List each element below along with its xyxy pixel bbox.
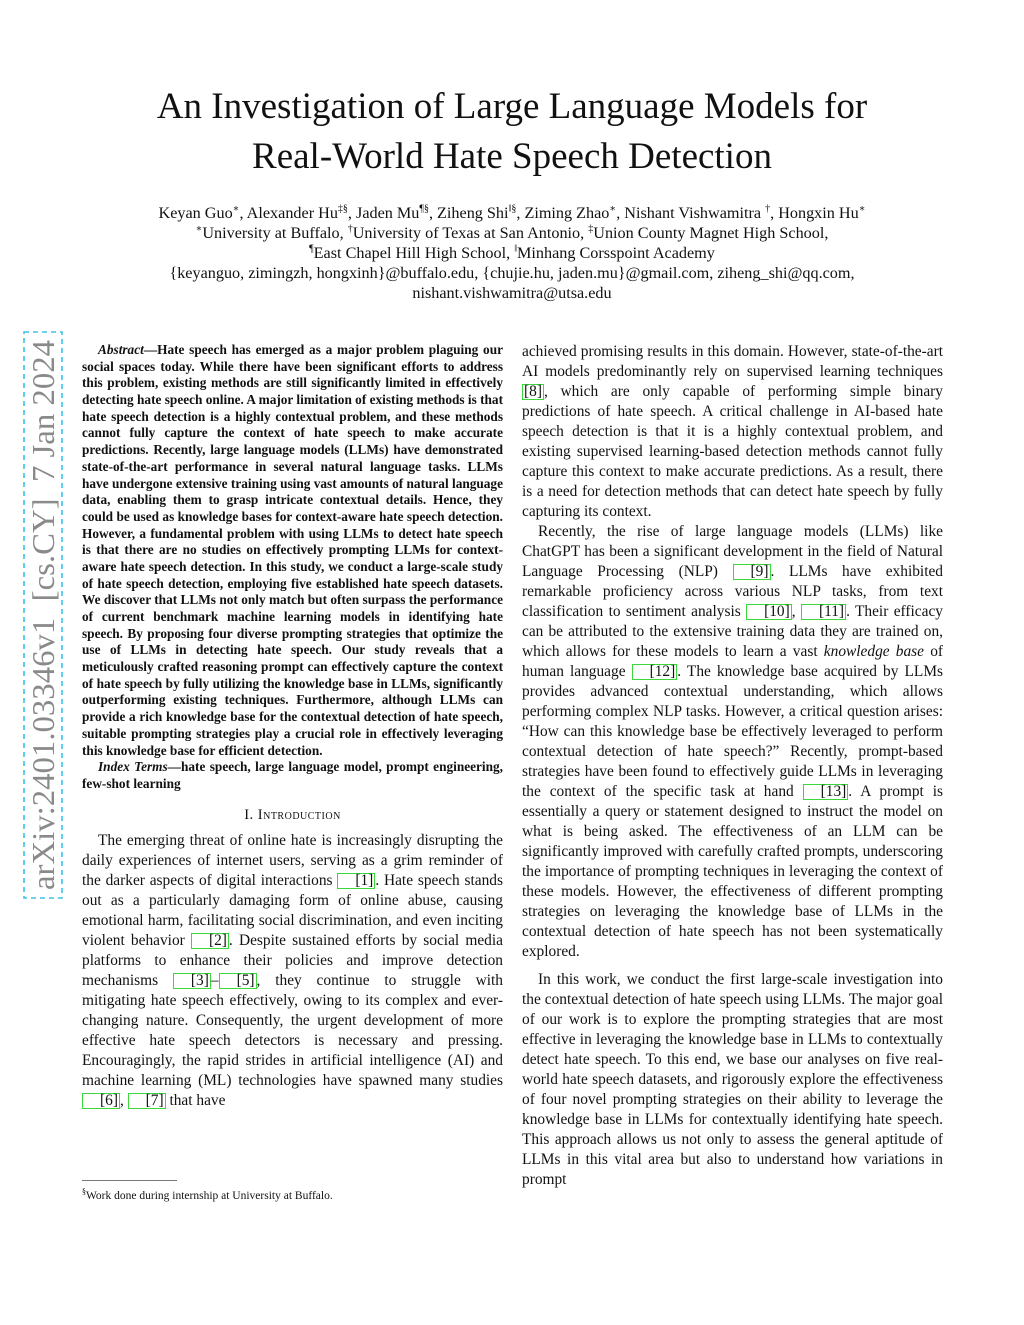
paragraph-text: , which are only capable of performing simple binary predictions of hate speech. A critical challenge in AI-based hate speech detection is that it is a highly contextual problem, and existing supervised learning-based detection methods cannot fully capture this context to make accurate predictions. As a result, there is a need for detection methods that can detect hate speech by fully capturing its context. <box>522 383 943 520</box>
author-names: Keyan Guo∗, Alexander Hu‡§, Jaden Mu¶§, Ziheng Shi‖§, Ziming Zhao∗, Nishant Vishwamitra †, Hongxin Hu∗ <box>158 203 866 222</box>
intro-paragraph-1-continued <box>522 342 943 522</box>
footnote-mark: § <box>82 1187 86 1196</box>
author-name: Hongxin Hu <box>778 204 859 222</box>
author-mark: ∗ <box>858 203 866 215</box>
citation-link[interactable]: [12] <box>632 664 678 680</box>
abstract-text: —Hate speech has emerged as a major problem plaguing our social spaces today. While there have been significant efforts to address this problem, existing methods are still significantly limited in effectively detecting hate speech online. A major limitation of existing methods is that hate speech detection is a highly contextual problem, and these methods cannot fully capture the context of hate speech to make accurate predictions. Recently, large language models (LLMs) have demonstrated state-of-the-art performance in several natural language tasks. LLMs have undergone extensive training using vast amounts of natural language data, enabling them to grasp intricate contextual details. Hence, they could be used as knowledge bases for context-aware hate speech detection. However, a fundamental problem with using LLMs to detect hate speech is that there are no studies on effectively prompting LLMs for context-aware hate speech detection. In this study, we conduct a large-scale study of hate speech detection, employing five established hate speech datasets. We discover that LLMs not only match but often surpass the performance of current benchmark machine learning models in identifying hate speech. By proposing four diverse prompting strategies that optimize the use of LLMs in detecting hate speech. Our study reveals that a meticulously crafted reasoning prompt can effectively capture the context of hate speech by fully utilizing the knowledge base in LLMs, significantly outperforming existing techniques. Furthermore, although LLMs can provide a rich knowledge base for the contextual detection of hate speech, suitable prompting strategies play a crucial role in effectively leveraging this knowledge base for efficient detection. <box>82 342 503 758</box>
intro-paragraph-2 <box>522 522 943 962</box>
affiliation-name: University of Texas at San Antonio, <box>352 224 589 242</box>
affiliation-mark: ¶ <box>309 243 314 255</box>
citation-link[interactable]: [5] <box>219 973 257 989</box>
paragraph-text: , they continue to struggle with mitigating hate speech effectively, owing to its complex and ever-changing nature. Consequently, the urgent development of more effective hate speech detectors is necessary and pressing. Encouragingly, the rapid strides in artificial intelligence (AI) and machine learning (ML) technologies have spawned many studies <box>82 971 503 1089</box>
intro-paragraph-3 <box>522 970 943 1190</box>
citation-link[interactable]: [10] <box>746 604 792 620</box>
author-name: Ziheng Shi <box>437 204 509 222</box>
emphasized-text: knowledge base <box>823 643 925 660</box>
index-terms-text: —hate speech, large language model, prompt engineering, few-shot learning <box>82 759 503 791</box>
affiliation-name: Minhang Corsspoint Academy <box>517 244 715 262</box>
paragraph-text: . Despite sustained efforts by social media platforms to enhance their policies and improve detection mechanisms <box>82 931 503 989</box>
emails-line-2: nishant.vishwamitra@utsa.edu <box>412 284 612 302</box>
affiliation-mark: † <box>347 223 353 235</box>
author-mark: ∗ <box>609 203 617 215</box>
paragraph-text: . The knowledge base acquired by LLMs provides advanced contextual understanding, which allows performing complex NLP tasks. However, a critical question arises: “How can this knowledge base be effectively leveraged to perform contextual detection of hate speech?” Recently, prompt-based strategies have been found to effectively guide LLMs in leveraging the context of the specific task at hand <box>522 663 943 800</box>
footnote <box>82 1187 333 1202</box>
intro-paragraph-1 <box>82 831 503 1111</box>
citation-link[interactable]: [3] <box>173 973 211 989</box>
paragraph-text: – <box>210 971 219 989</box>
arxiv-stamp-text: arXiv:2401.03346v1 [cs.CY] 7 Jan 2024 <box>25 353 61 890</box>
paragraph-text: . Their efficacy can be attributed to the extensive training data they are trained on, which allows for these models to learn a vast <box>522 603 943 660</box>
author-name: Ziming Zhao <box>524 204 610 222</box>
footnote-text: Work done during internship at University at Buffalo. <box>86 1189 333 1202</box>
paper-title-line-2: Real-World Hate Speech Detection <box>252 136 772 177</box>
arxiv-stamp <box>20 330 66 900</box>
paragraph-text: that have <box>165 1091 226 1109</box>
citation-link[interactable]: [9] <box>733 564 771 580</box>
citation-link[interactable]: [7] <box>128 1093 166 1109</box>
author-name: Jaden Mu <box>356 204 420 222</box>
footnote-rule <box>82 1180 177 1181</box>
paragraph-text: , <box>791 603 801 620</box>
paper-title-line-1: An Investigation of Large Language Models for <box>156 86 868 127</box>
author-mark: ‖§ <box>508 203 517 215</box>
citation-link[interactable]: [6] <box>82 1093 120 1109</box>
affiliation-name: East Chapel Hill High School, <box>313 244 515 262</box>
affiliation-name: Union County Magnet High School, <box>593 224 829 242</box>
abstract <box>82 342 503 759</box>
affiliation-mark: ‡ <box>588 223 594 235</box>
paragraph-text: Recently, the rise of large language models (LLMs) like ChatGPT has been a significant development in the field of Natural Language Processing (NLP) <box>522 523 943 580</box>
author-name: Keyan Guo <box>158 204 233 222</box>
paragraph-text: The emerging threat of online hate is increasingly disrupting the daily experiences of internet users, serving as a grim reminder of the darker aspects of digital interactions <box>82 831 503 889</box>
citation-link[interactable]: [11] <box>801 604 846 620</box>
paper-title <box>0 82 1024 182</box>
author-mark: † <box>765 203 771 215</box>
paragraph-text: , <box>119 1091 128 1109</box>
affiliation-mark: ∗ <box>195 223 203 235</box>
affiliation-mark: ‖ <box>514 243 518 255</box>
author-mark: ‡§ <box>337 203 348 215</box>
left-column <box>82 342 503 1111</box>
citation-link[interactable]: [8] <box>524 383 542 400</box>
affiliations-line-2 <box>0 243 1024 263</box>
paragraph-text: . Hate speech stands out as a particularly damaging form of online abuse, causing emotional harm, facilitating social discrimination, and even inciting violent behavior <box>82 871 503 949</box>
citation-link[interactable]: [13] <box>803 784 849 800</box>
section-heading-introduction: I. Introduction <box>244 806 341 823</box>
citation-link[interactable]: [1] <box>337 873 375 889</box>
paragraph-text: of human language <box>522 643 944 680</box>
author-name: Nishant Vishwamitra <box>624 204 766 222</box>
author-mark: ¶§ <box>419 203 429 215</box>
affiliation-name: University at Buffalo, <box>202 224 348 242</box>
paragraph-text: achieved promising results in this domain. However, state-of-the-art AI models predominantly rely on supervised learning techniques <box>522 343 943 380</box>
author-name: Alexander Hu <box>246 204 338 222</box>
author-block <box>0 203 1024 303</box>
index-terms <box>82 759 503 792</box>
paragraph-text: In this work, we conduct the first large-scale investigation into the contextual detection of hate speech using LLMs. The major goal of our work is to explore the prompting strategies that are most effective in leveraging the knowledge base in LLMs to contextually detect hate speech. To this end, we base our analyses on five real-world hate speech datasets, and rigorously explore the effectiveness of four novel prompting strategies on their ability to leverage the knowledge base in LLMs for contextually identifying hate speech. This approach allows us not only to assess the general aptitude of LLMs in this vital area but also to understand how variations in prompt <box>522 971 943 1188</box>
affiliations-line-1 <box>0 223 1024 243</box>
paragraph-text: . LLMs have exhibited remarkable proficiency across various NLP tasks, from text classification to sentiment analysis <box>522 563 943 620</box>
emails-line-1: {keyanguo, zimingzh, hongxinh}@buffalo.edu, {chujie.hu, jaden.mu}@gmail.com, ziheng_shi@qq.com, <box>169 264 855 282</box>
right-column <box>522 342 943 1190</box>
paragraph-text: . A prompt is essentially a query or statement designed to instruct the model on what is being asked. The effectiveness of an LLM can be significantly improved with carefully crafted prompts, underscoring the importance of prompting techniques in leveraging the context of these models. However, the effectiveness of different prompting strategies on leveraging the knowledge base of LLMs in the contextual detection of hate speech has not been systematically explored. <box>522 783 943 960</box>
index-terms-lead: Index Terms <box>98 759 168 775</box>
abstract-lead: Abstract <box>98 342 144 357</box>
citation-link[interactable]: [2] <box>191 933 229 949</box>
author-mark: ∗ <box>232 203 240 215</box>
